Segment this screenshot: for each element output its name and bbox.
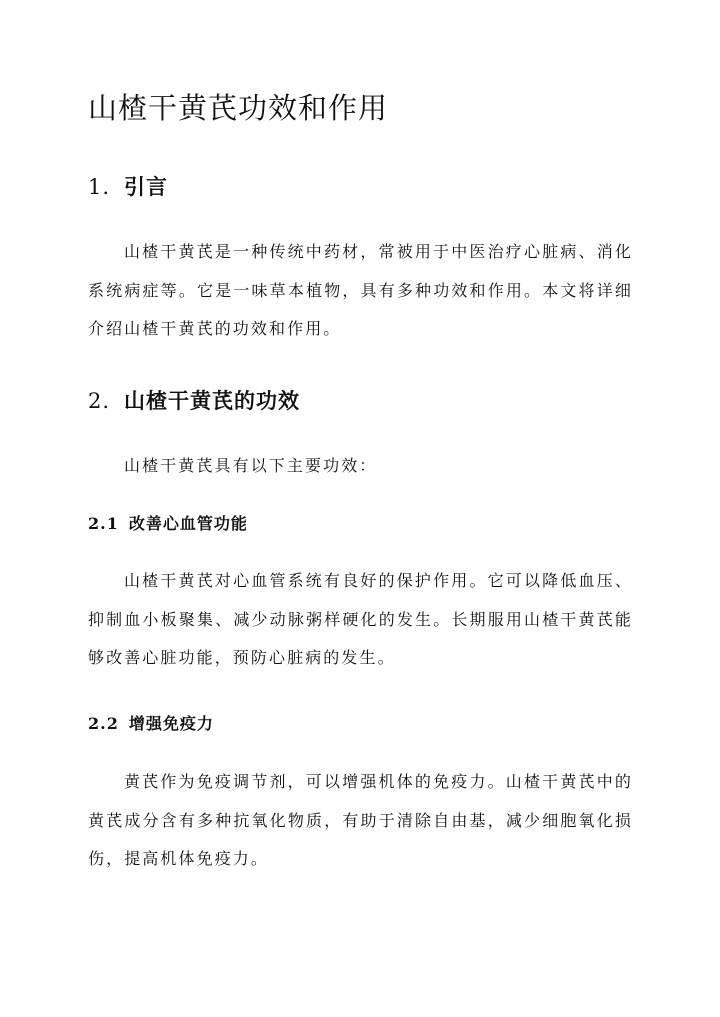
introduction-paragraph: 山楂干黄芪是一种传统中药材，常被用于中医治疗心脏病、消化系统病症等。它是一味草本植物，具有多种功效和作用。本文将详细介绍山楂干黄芪的功效和作用。 xyxy=(88,242,633,338)
section-heading-efficacy xyxy=(88,386,300,416)
section-title: 山楂干黄芪的功效 xyxy=(124,388,301,413)
cardiovascular-paragraph: 山楂干黄芪对心血管系统有良好的保护作用。它可以降低血压、抑制血小板聚集、减少动脉粥样硬化的发生。长期服用山楂干黄芪能够改善心脏功能，预防心脏病的发生。 xyxy=(88,571,633,667)
section-title: 引言 xyxy=(124,174,169,199)
subsection-number: 2.2 xyxy=(88,714,119,733)
immunity-paragraph: 黄芪作为免疫调节剂，可以增强机体的免疫力。山楂干黄芪中的黄芪成分含有多种抗氧化物质，有助于清除自由基，减少细胞氧化损伤，提高机体免疫力。 xyxy=(88,772,633,868)
subsection-title: 增强免疫力 xyxy=(128,714,214,733)
subsection-heading-immunity xyxy=(88,712,214,736)
subsection-number: 2.1 xyxy=(88,514,119,533)
section-number: 2. xyxy=(88,389,111,413)
efficacy-intro-paragraph: 山楂干黄芪具有以下主要功效： xyxy=(124,456,378,475)
subsection-heading-cardiovascular xyxy=(88,512,248,536)
document-title: 山楂干黄芪功效和作用 xyxy=(88,91,389,125)
subsection-title: 改善心血管功能 xyxy=(128,514,248,533)
section-heading-introduction xyxy=(88,172,168,202)
section-number: 1. xyxy=(88,175,111,199)
